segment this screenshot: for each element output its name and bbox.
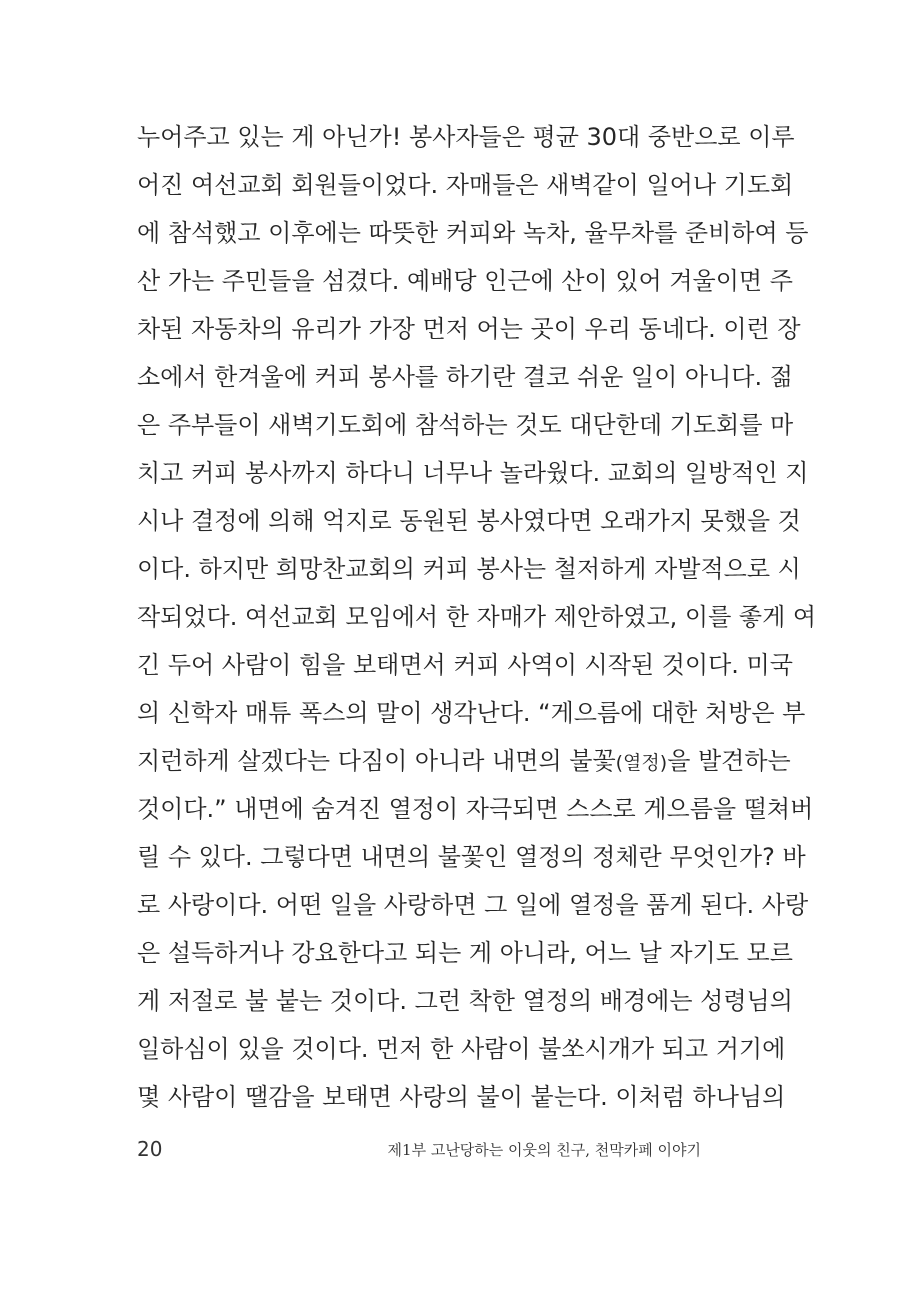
text-line: 의 신학자 매튜 폭스의 말이 생각난다. “게으름에 대한 처방은 부	[137, 699, 806, 727]
text-line: 몇 사람이 땔감을 보태면 사랑의 불이 붙는다. 이처럼 하나님의	[137, 1083, 786, 1111]
text-line: 시나 결정에 의해 억지로 동원된 봉사였다면 오래가지 못했을 것	[137, 507, 801, 535]
text-line: 작되었다. 여선교회 모임에서 한 자매가 제안하였고, 이를 좋게 여	[137, 603, 817, 631]
text-line: 로 사랑이다. 어떤 일을 사랑하면 그 일에 열정을 품게 된다. 사랑	[137, 891, 809, 919]
text-line: 은 주부들이 새벽기도회에 참석하는 것도 대단한데 기도회를 마	[137, 411, 794, 439]
text-segment: 지런하게 살겠다는 다짐이 아니라 내면의 불꽃	[137, 747, 616, 775]
text-line: 긴 두어 사람이 힘을 보태면서 커피 사역이 시작된 것이다. 미국	[137, 651, 793, 679]
text-line: 어진 여선교회 회원들이었다. 자매들은 새벽같이 일어나 기도회	[137, 171, 794, 199]
text-line: 일하심이 있을 것이다. 먼저 한 사람이 불쏘시개가 되고 거기에	[137, 1035, 786, 1063]
page-footer	[137, 1137, 743, 1161]
text-line: 릴 수 있다. 그렇다면 내면의 불꽃인 열정의 정체란 무엇인가? 바	[137, 843, 806, 871]
text-line: 에 참석했고 이후에는 따뜻한 커피와 녹차, 율무차를 준비하여 등	[137, 219, 809, 247]
text-line: 이다. 하지만 희망찬교회의 커피 봉사는 철저하게 자발적으로 시	[137, 555, 801, 583]
text-segment: 을 발견하는	[667, 747, 791, 775]
body-text	[137, 113, 817, 1121]
text-line-with-annotation	[137, 737, 791, 785]
page-number: 20	[137, 1137, 163, 1161]
text-line: 은 설득하거나 강요한다고 되는 게 아니라, 어느 날 자기도 모르	[137, 939, 793, 967]
text-line: 게 저절로 불 붙는 것이다. 그런 착한 열정의 배경에는 성령님의	[137, 987, 793, 1015]
text-line: 누어주고 있는 게 아닌가! 봉사자들은 평균 30대 중반으로 이루	[137, 123, 795, 151]
text-line: 것이다.” 내면에 숨겨진 열정이 자극되면 스스로 게으름을 떨쳐버	[137, 795, 814, 823]
text-line: 소에서 한겨울에 커피 봉사를 하기란 결코 쉬운 일이 아니다. 젊	[137, 363, 793, 391]
running-header: 제1부 고난당하는 이웃의 친구, 천막카페 이야기	[387, 1141, 701, 1159]
text-line: 치고 커피 봉사까지 하다니 너무나 놀라웠다. 교회의 일방적인 지	[137, 459, 809, 487]
text-line: 차된 자동차의 유리가 가장 먼저 어는 곳이 우리 동네다. 이런 장	[137, 315, 801, 343]
text-line: 산 가는 주민들을 섬겼다. 예배당 인근에 산이 있어 겨울이면 주	[137, 267, 793, 295]
parenthetical-note: (열정)	[615, 752, 668, 774]
